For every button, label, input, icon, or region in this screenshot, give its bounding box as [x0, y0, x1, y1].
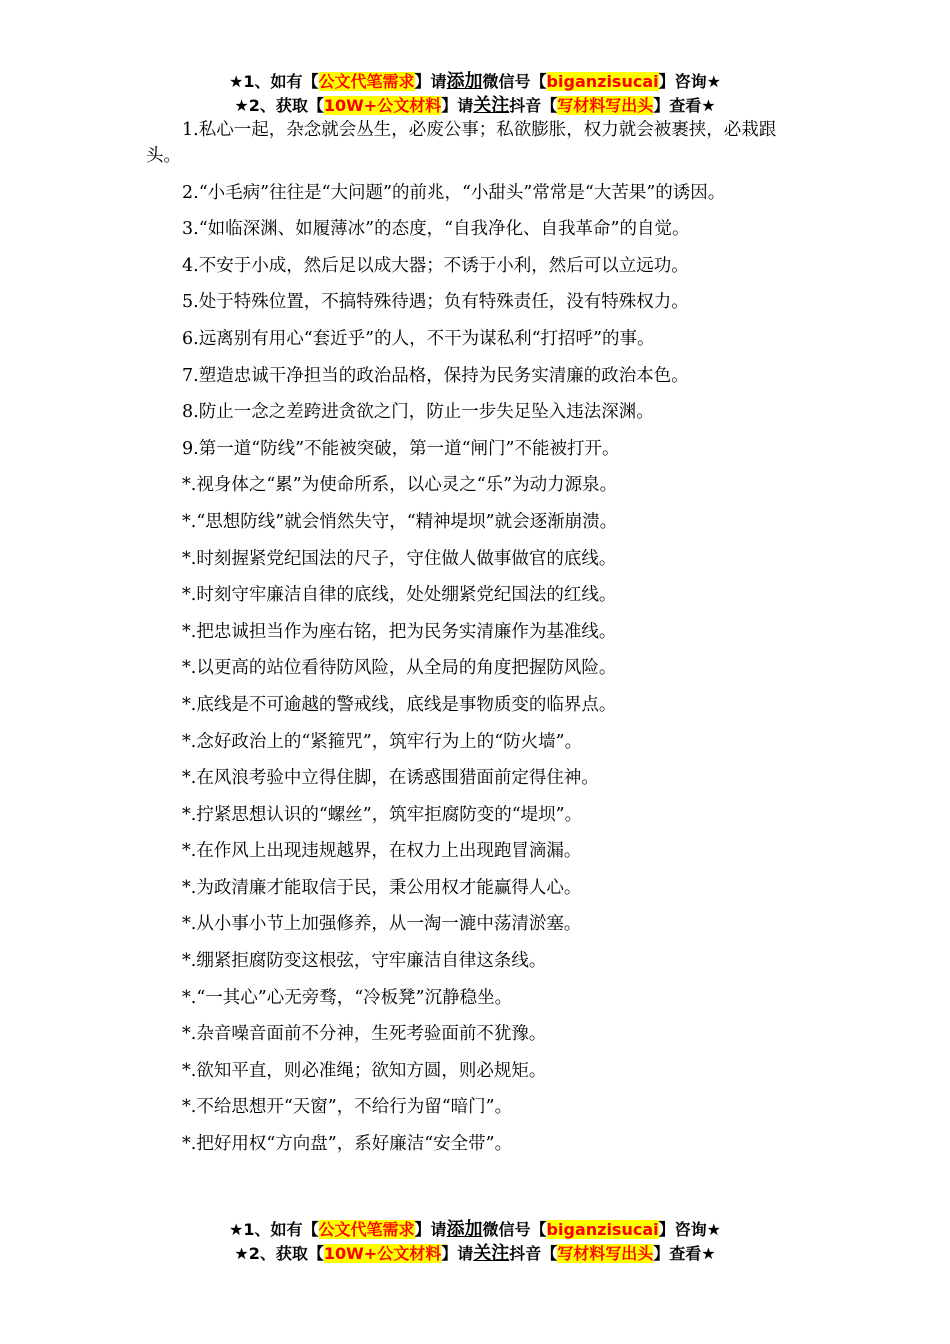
list-item	[146, 1094, 806, 1120]
item-text: “小毛病”往往是“大问题”的前兆，“小甜头”常常是“大苦果”的诱因。	[198, 182, 726, 203]
item-number: *.	[182, 987, 197, 1008]
item-number: 7.	[182, 365, 199, 386]
item-number: *.	[182, 548, 197, 569]
item-number: 8.	[182, 402, 199, 423]
list-item	[146, 253, 806, 279]
item-number: *.	[182, 1097, 197, 1118]
banner-highlight: biganzisucai	[546, 72, 659, 91]
item-text: 拧紧思想认识的“螺丝”，筑牢拒腐防变的“堤坝”。	[196, 804, 583, 825]
item-number: *.	[182, 914, 197, 935]
banner-highlight: biganzisucai	[546, 1220, 659, 1239]
item-text: 在风浪考验中立得住脚，在诱惑围猎面前定得住神。	[196, 768, 599, 789]
item-text: 不给思想开“天窗”，不给行为留“暗门”。	[196, 1097, 513, 1118]
item-text: 视身体之“累”为使命所系，以心灵之“乐”为动力源泉。	[196, 475, 618, 496]
banner-text: ★1、如有【	[229, 1220, 319, 1239]
banner-highlight: 10W+公文材料	[323, 96, 442, 115]
list-item	[146, 911, 806, 937]
item-text: 底线是不可逾越的警戒线，底线是事物质变的临界点。	[196, 694, 617, 715]
footer-banner	[0, 1218, 950, 1266]
item-number: *.	[182, 1060, 197, 1081]
list-item	[146, 985, 806, 1011]
list-item	[146, 1058, 806, 1084]
item-number: *.	[182, 694, 197, 715]
list-item	[146, 399, 806, 425]
banner-line-2	[0, 94, 950, 118]
item-text: 念好政治上的“紧箍咒”，筑牢行为上的“防火墙”。	[196, 731, 583, 752]
list-item	[146, 729, 806, 755]
banner-text: 】请	[441, 96, 474, 115]
item-text: 杂音噪音面前不分神，生死考验面前不犹豫。	[196, 1024, 547, 1045]
item-text: “思想防线”就会悄然失守，“精神堤坝”就会逐渐崩溃。	[196, 511, 618, 532]
item-text: 把好用权“方向盘”，系好廉洁“安全带”。	[196, 1134, 513, 1155]
list-item	[146, 948, 806, 974]
list-item	[146, 436, 806, 462]
item-text: 绷紧拒腐防变这根弦，守牢廉洁自律这条线。	[196, 951, 547, 972]
item-text: 以更高的站位看待防风险，从全局的角度把握防风险。	[196, 658, 617, 679]
list-item	[146, 326, 806, 352]
banner-text: 】请	[441, 1244, 474, 1263]
banner-text: ★1、如有【	[229, 72, 319, 91]
item-number: 9.	[182, 438, 199, 459]
banner-text: 】查看★	[653, 1244, 716, 1263]
item-number: *.	[182, 1024, 197, 1045]
item-text: “如临深渊、如履薄冰”的态度，“自我净化、自我革命”的自觉。	[198, 219, 690, 240]
list-item	[146, 289, 806, 315]
item-number: 4.	[182, 255, 199, 276]
list-item	[146, 117, 806, 169]
item-text: 私心一起，杂念就会丛生，必废公事；私欲膨胀，权力就会被裹挟，必栽跟头。	[146, 120, 777, 166]
banner-highlight: 公文代笔需求	[318, 1220, 415, 1239]
item-text: 防止一念之差跨进贪欲之门，防止一步失足坠入违法深渊。	[198, 402, 654, 423]
banner-text: 】请	[414, 72, 447, 91]
list-item	[146, 472, 806, 498]
item-text: 从小事小节上加强修养，从一淘一漉中荡清淤塞。	[196, 914, 582, 935]
item-text: 欲知平直，则必准绳；欲知方圆，则必规矩。	[196, 1060, 547, 1081]
list-item	[146, 363, 806, 389]
item-number: 5.	[182, 292, 199, 313]
list-item	[146, 838, 806, 864]
banner-text: 】请	[414, 1220, 447, 1239]
banner-highlight: 10W+公文材料	[323, 1244, 442, 1263]
banner-highlight: 公文代笔需求	[318, 72, 415, 91]
list-item	[146, 180, 806, 206]
item-number: *.	[182, 768, 197, 789]
item-number: *.	[182, 731, 197, 752]
item-number: *.	[182, 585, 197, 606]
item-number: *.	[182, 951, 197, 972]
item-number: *.	[182, 475, 197, 496]
item-text: 处于特殊位置，不搞特殊待遇；负有特殊责任，没有特殊权力。	[198, 292, 689, 313]
list-item	[146, 216, 806, 242]
item-text: 时刻握紧党纪国法的尺子，守住做人做事做官的底线。	[196, 548, 617, 569]
list-item	[146, 1021, 806, 1047]
list-item	[146, 765, 806, 791]
banner-text: ★2、获取【	[234, 1244, 324, 1263]
banner-text: 抖音【	[509, 1244, 558, 1263]
item-text: 不安于小成，然后足以成大器；不诱于小利，然后可以立远功。	[198, 255, 689, 276]
banner-text: ★2、获取【	[234, 96, 324, 115]
item-number: 6.	[182, 328, 199, 349]
item-number: *.	[182, 877, 197, 898]
banner-line-1	[0, 70, 950, 94]
banner-text: 微信号【	[482, 72, 547, 91]
item-number: 1.	[182, 120, 199, 140]
item-text: 在作风上出现违规越界，在权力上出现跑冒滴漏。	[196, 841, 582, 862]
item-number: *.	[182, 511, 197, 532]
banner-text: 抖音【	[509, 96, 558, 115]
item-text: 塑造忠诚干净担当的政治品格，保持为民务实清廉的政治本色。	[198, 365, 689, 386]
item-number: 3.	[182, 219, 199, 240]
header-banner	[0, 70, 950, 118]
item-number: *.	[182, 621, 197, 642]
item-number: *.	[182, 841, 197, 862]
item-text: 把忠诚担当作为座右铭，把为民务实清廉作为基准线。	[196, 621, 617, 642]
banner-text: 】咨询★	[658, 72, 721, 91]
item-number: *.	[182, 658, 197, 679]
list-item	[146, 546, 806, 572]
banner-line-1	[0, 1218, 950, 1242]
list-item	[146, 655, 806, 681]
item-text: “一其心”心无旁骛，“冷板凳”沉静稳坐。	[196, 987, 513, 1008]
banner-highlight: 写材料写出头	[557, 1244, 654, 1263]
list-item	[146, 875, 806, 901]
item-number: 2.	[182, 182, 199, 203]
banner-highlight: 写材料写出头	[557, 96, 654, 115]
banner-text: 】查看★	[653, 96, 716, 115]
item-text: 第一道“防线”不能被突破，第一道“闸门”不能被打开。	[198, 438, 620, 459]
item-number: *.	[182, 804, 197, 825]
banner-text: 微信号【	[482, 1220, 547, 1239]
banner-emphasis: 添加	[446, 1219, 483, 1240]
list-item	[146, 1131, 806, 1157]
item-list	[146, 117, 806, 1168]
item-number: *.	[182, 1134, 197, 1155]
banner-emphasis: 关注	[473, 95, 510, 116]
list-item	[146, 509, 806, 535]
banner-text: 】咨询★	[658, 1220, 721, 1239]
list-item	[146, 692, 806, 718]
banner-emphasis: 关注	[473, 1243, 510, 1264]
banner-line-2	[0, 1242, 950, 1266]
list-item	[146, 802, 806, 828]
list-item	[146, 619, 806, 645]
item-text: 时刻守牢廉洁自律的底线，处处绷紧党纪国法的红线。	[196, 585, 617, 606]
item-text: 远离别有用心“套近乎”的人，不干为谋私利“打招呼”的事。	[198, 328, 655, 349]
list-item	[146, 582, 806, 608]
banner-emphasis: 添加	[446, 71, 483, 92]
item-text: 为政清廉才能取信于民，秉公用权才能赢得人心。	[196, 877, 582, 898]
